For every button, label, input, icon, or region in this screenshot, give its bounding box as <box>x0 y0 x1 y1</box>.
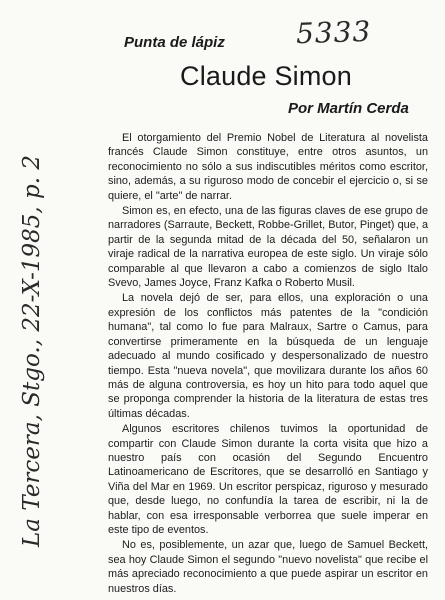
article-paragraph-5: No es, posiblemente, un azar que, luego de Samuel Beckett, sea hoy Claude Simon el segundo "nuevo novelista" que recibe el más apreciado reconocimiento a que puede aspirar un escritor en nuestros días. <box>108 539 428 595</box>
article-paragraph-4: Algunos escritores chilenos tuvimos la oportunidad de compartir con Claude Simon durante la corta visita que hizo a nuestro país con ocasión del Segundo Encuentro Latinoamericano de Escritores, que se desarrolló en Santiago y Viña del Mar en 1969. Un escritor perspicaz, riguroso y mesurado que, desde luego, no confundía la tarea de escribir, ni la de hablar, con esa irresponsable verborrea que suele imperar en este tipo de eventos. <box>108 423 428 536</box>
handwritten-source-note: La Tercera, Stgo., 22-X-1985, p. 2 <box>19 154 45 548</box>
article-paragraph-2: Simon es, en efecto, una de las figuras claves de ese grupo de narradores (Sarraute, Beckett, Robbe-Grillet, Butor, Pinget) que, a partir de la segunda mitad de la década del 50, señalaron un viraje radical de la narrativa europea de este siglo. Un viraje sólo comparable al que llevaron a cabo a comienzos de siglo Italo Svevo, James Joyce, Franz Kafka o Roberto Musil. <box>108 205 428 290</box>
article-paragraph-3: La novela dejó de ser, para ellos, una exploración o una expresión de los conflictos más patentes de la "condición humana", tal como lo fue para Malraux, Sartre o Camus, para convertirse primeramente en la búsqueda de un lenguaje adecuado al mundo cosificado y despersonalizado de nuestro tiempo. Esta "nueva novela", que movilizara durante los años 60 más de alguna controversia, es hoy un hito para todo aquel que se proponga comprender la historia de la literatura de estas tres últimas décadas. <box>108 292 428 420</box>
archive-number: 5333 <box>295 14 372 51</box>
article-body <box>108 131 428 597</box>
section-title: Punta de lápiz <box>124 34 225 51</box>
article-byline: Por Martín Cerda <box>288 100 409 117</box>
article-paragraph-1: El otorgamiento del Premio Nobel de Literatura al novelista francés Claude Simon constituye, entre otros asuntos, un reconocimiento no sólo a sus indiscutibles méritos como escritor, sino, además, a su riguroso modo de concebir el ejercicio o, si se quiere, el "arte" de narrar. <box>108 132 428 202</box>
article-headline: Claude Simon <box>180 61 352 91</box>
